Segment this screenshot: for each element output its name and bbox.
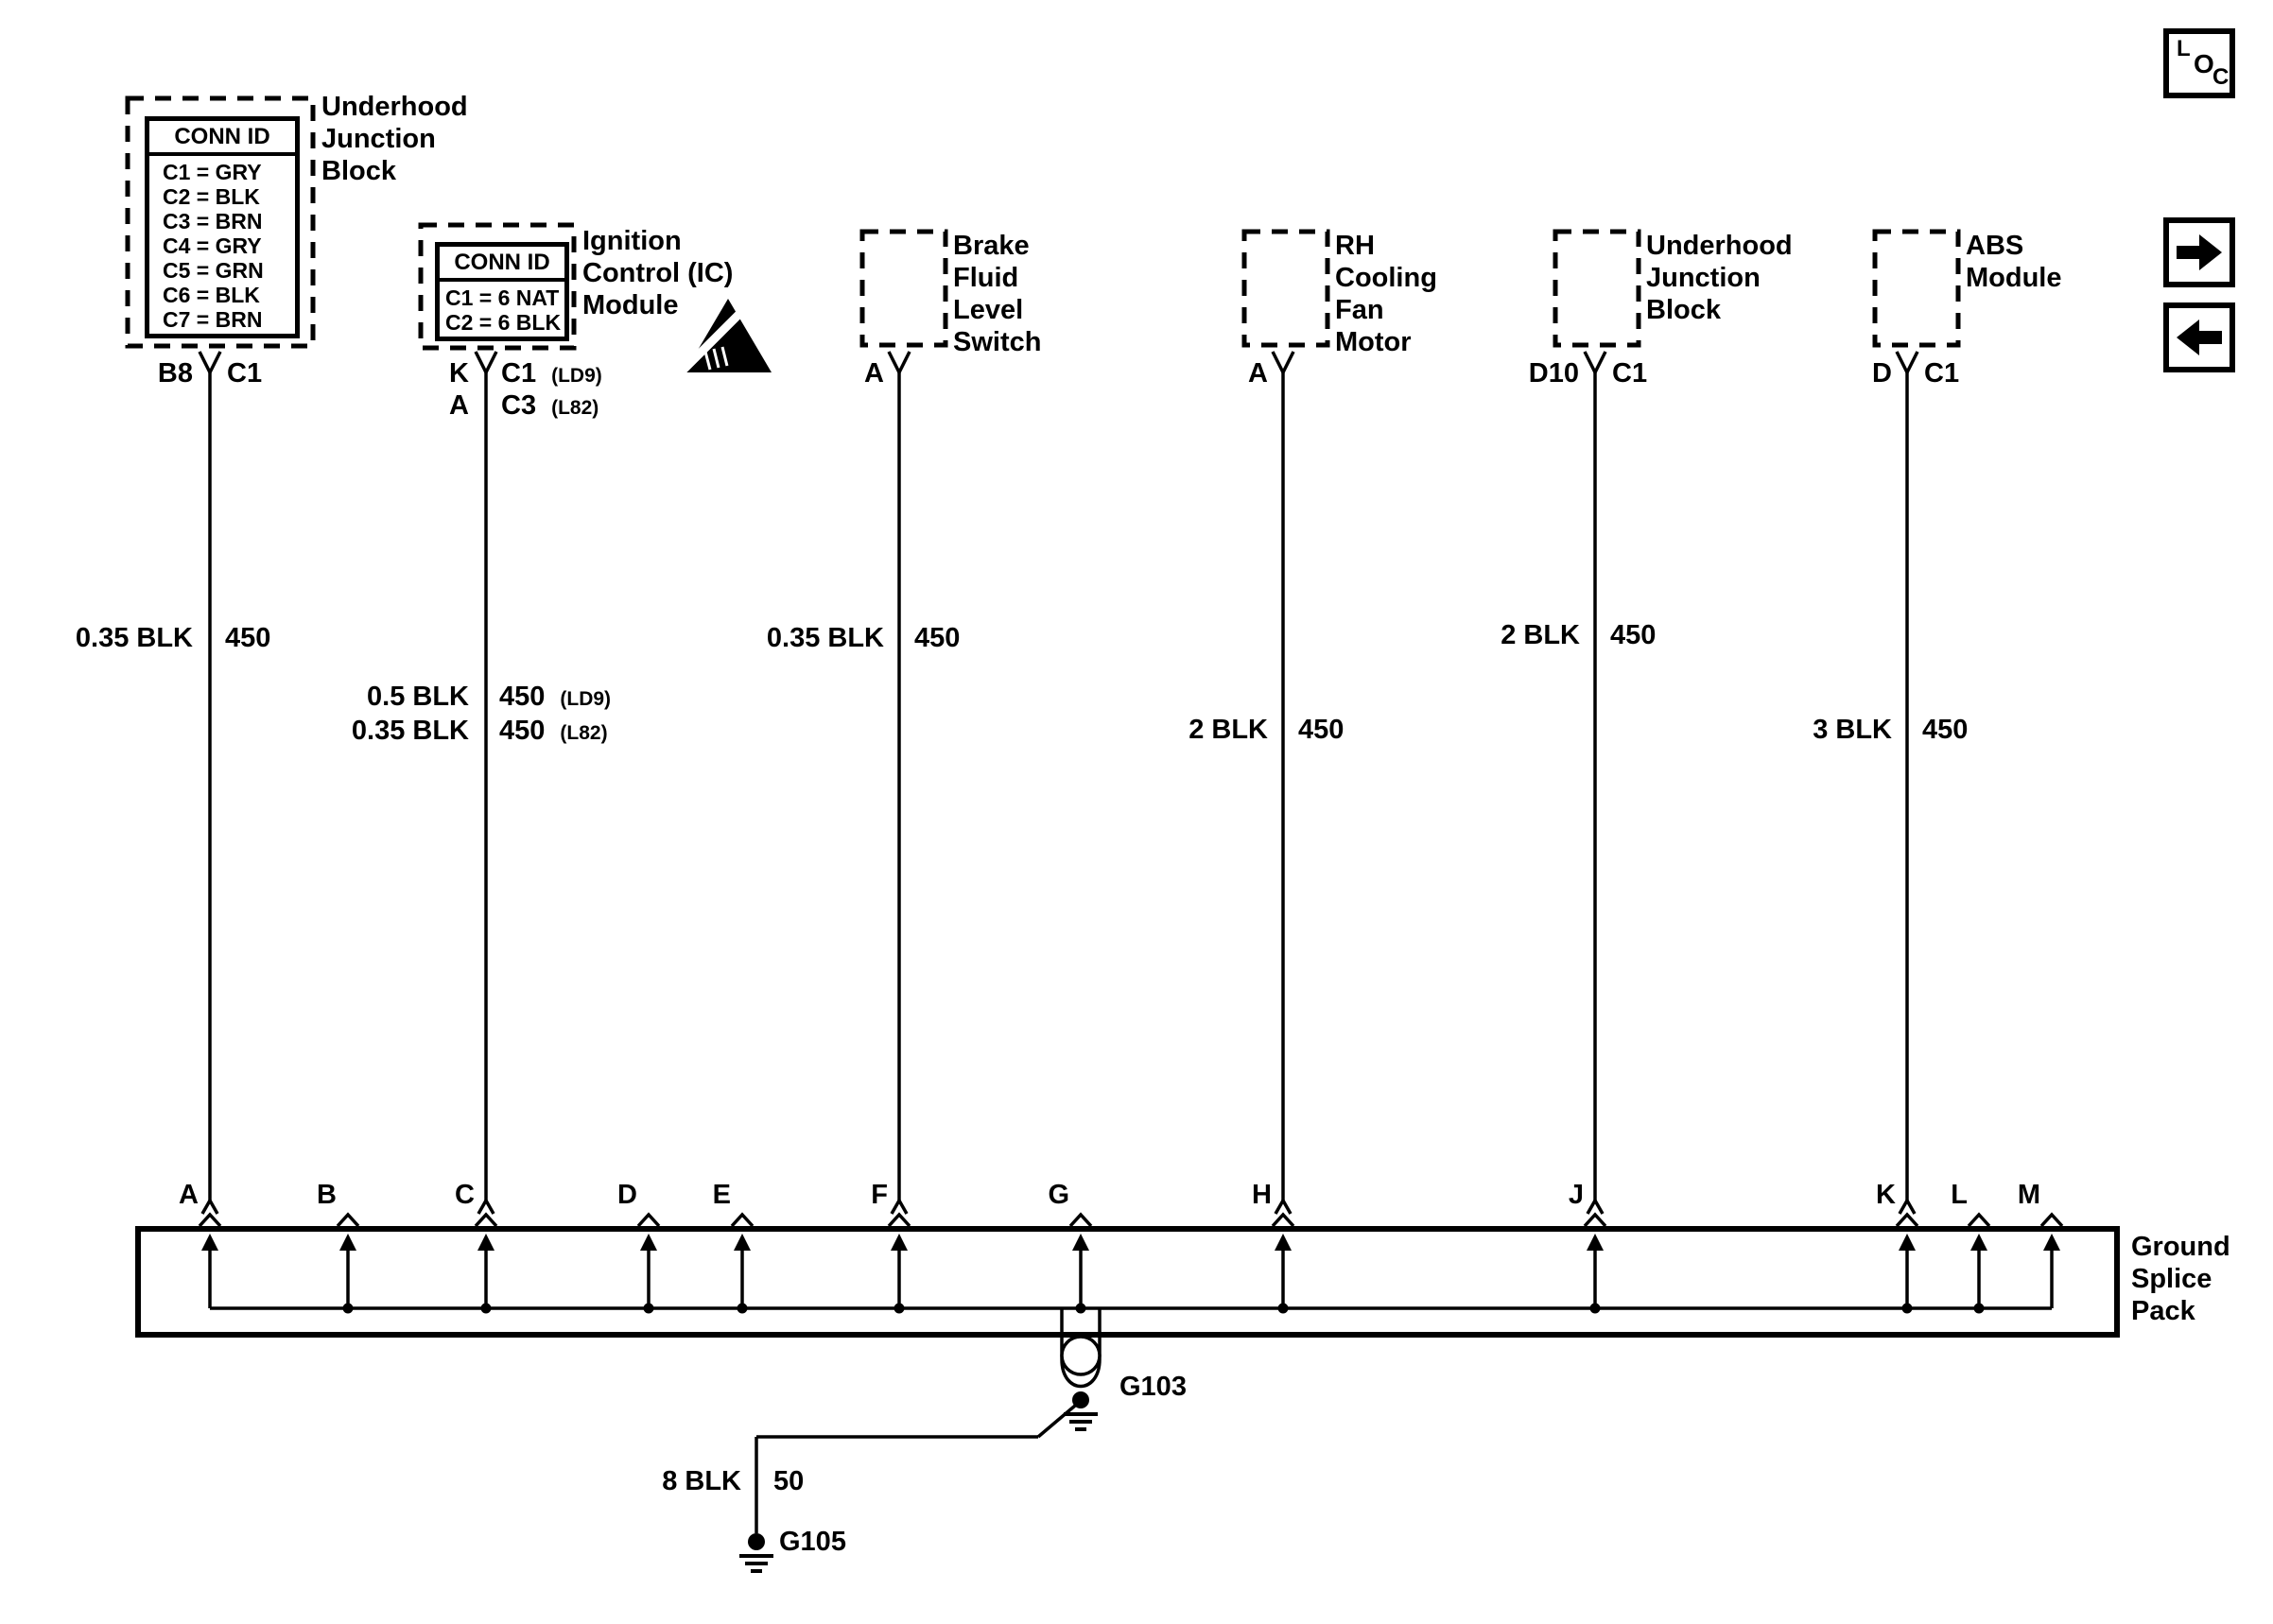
wire-f [889, 352, 910, 1214]
wires [200, 352, 1917, 1214]
ic-conn-id-table [435, 242, 569, 341]
ic-conn-ld9 [501, 357, 602, 392]
esd-warning-icon [675, 299, 772, 378]
ujb1-conn: C1 [227, 358, 263, 389]
wire-c-ld9-note: (LD9) [560, 688, 612, 710]
wire-h [1273, 352, 1293, 1214]
left-arrow-icon [2169, 308, 2230, 367]
ujb1-label-line: Underhood [321, 92, 468, 122]
wire-c-l82-gauge: 0.35 BLK [351, 716, 469, 746]
wire-c-ld9-gauge: 0.5 BLK [367, 682, 469, 712]
ujb1-pin: B8 [157, 358, 193, 389]
ic-conn-id-title: CONN ID [440, 247, 564, 282]
conn-id-row: C1 = GRY [163, 160, 262, 184]
terminal-letter-h: H [1252, 1180, 1272, 1210]
conn-id-row: C7 = BRN [163, 307, 263, 332]
ujb1-label-line: Block [321, 156, 396, 186]
splice-pack-label-line: Pack [2131, 1296, 2195, 1326]
ujb2-label-line: Block [1646, 295, 1721, 325]
brake-switch-label-line: Switch [953, 327, 1042, 357]
abs-label-line: ABS [1966, 231, 2024, 261]
ground-wire-circuit: 50 [773, 1466, 805, 1496]
g103-label: G103 [1119, 1372, 1187, 1402]
ic-conn-l82-id: C3 [501, 390, 537, 421]
terminal-letter-l: L [1951, 1180, 1968, 1210]
ground-splice-pack [138, 1229, 2117, 1335]
ic-label-line: Module [582, 290, 679, 320]
wire-c [476, 352, 496, 1214]
terminal-letter-f: F [871, 1180, 888, 1210]
abs-conn: C1 [1924, 358, 1960, 389]
rh-fan-pin: A [1248, 358, 1268, 389]
wire-c-l82-circuit-row [499, 715, 608, 750]
g105-label: G105 [779, 1527, 846, 1557]
ujb2-label-line: Junction [1646, 263, 1761, 293]
wire-f-gauge: 0.35 BLK [766, 623, 884, 653]
ic-conn-l82-note: (L82) [551, 397, 599, 419]
terminal-letter-k: K [1876, 1180, 1896, 1210]
ujb1-conn-id-title: CONN ID [149, 121, 295, 156]
splice-pack-label-line: Splice [2131, 1264, 2212, 1294]
wire-c-ld9-circuit: 450 [499, 682, 546, 712]
wire-c-l82-circuit: 450 [499, 716, 546, 746]
previous-page-button[interactable] [2163, 302, 2235, 372]
wire-f-circuit: 450 [914, 623, 961, 653]
ujb2-box [1555, 232, 1639, 345]
abs-pin: D [1872, 358, 1892, 389]
terminal-letter-g: G [1048, 1180, 1069, 1210]
wire-k [1897, 352, 1917, 1214]
ring-terminal-eyelet [1062, 1337, 1100, 1374]
terminal-letter-d: D [617, 1180, 637, 1210]
terminal-letter-j: J [1568, 1180, 1584, 1210]
wire-k-circuit: 450 [1922, 715, 1969, 745]
abs-box [1875, 232, 1958, 345]
conn-id-row: C6 = BLK [163, 283, 260, 307]
terminal-letter-e: E [712, 1180, 731, 1210]
ujb2-conn: C1 [1612, 358, 1648, 389]
abs-label-line: Module [1966, 263, 2062, 293]
wire-a [200, 352, 220, 1214]
ic-conn-ld9-note: (LD9) [551, 365, 602, 387]
ic-pin-l82: A [449, 390, 469, 421]
brake-switch-label-line: Level [953, 295, 1024, 325]
ic-conn-ld9-id: C1 [501, 358, 537, 389]
ujb2-label-line: Underhood [1646, 231, 1793, 261]
brake-switch-label-line: Fluid [953, 263, 1019, 293]
wire-h-gauge: 2 BLK [1189, 715, 1268, 745]
conn-id-row: C4 = GRY [163, 233, 262, 258]
right-arrow-icon [2169, 223, 2230, 282]
terminal-chevrons [200, 1215, 2062, 1226]
rh-fan-label-line: Cooling [1335, 263, 1437, 293]
conn-id-row: C1 = 6 NAT [445, 285, 560, 310]
splice-internal-stems [210, 1246, 2052, 1308]
splice-internal-arrowheads [201, 1234, 2060, 1251]
wire-h-circuit: 450 [1298, 715, 1345, 745]
rh-fan-label-line: Fan [1335, 295, 1384, 325]
ic-label-line: Ignition [582, 226, 682, 256]
conn-id-row: C5 = GRN [163, 258, 264, 283]
splice-pack-label-line: Ground [2131, 1232, 2230, 1262]
wire-j [1585, 352, 1605, 1214]
conn-id-row: C2 = 6 BLK [445, 310, 562, 335]
ic-label-line: Control (IC) [582, 258, 734, 288]
wire-k-gauge: 3 BLK [1813, 715, 1892, 745]
wire-c-l82-note: (L82) [560, 722, 608, 744]
terminal-letter-b: B [317, 1180, 337, 1210]
loc-letter-o: O [2194, 49, 2214, 78]
rh-fan-label-line: Motor [1335, 327, 1412, 357]
wire-j-circuit: 450 [1610, 620, 1657, 650]
terminal-letter-m: M [2017, 1180, 2040, 1210]
ujb1-label-line: Junction [321, 124, 436, 154]
conn-id-row: C3 = BRN [163, 209, 263, 233]
wire-a-gauge: 0.35 BLK [75, 623, 193, 653]
ujb2-pin: D10 [1528, 358, 1579, 389]
terminal-letter-c: C [455, 1180, 475, 1210]
brake-switch-pin: A [864, 358, 884, 389]
wire-j-gauge: 2 BLK [1501, 620, 1580, 650]
ic-pin-ld9: K [449, 358, 469, 389]
loc-letter-c: C [2212, 64, 2230, 90]
brake-switch-label-line: Brake [953, 231, 1030, 261]
brake-switch-box [862, 232, 946, 345]
loc-button[interactable] [2163, 28, 2235, 98]
rh-fan-box [1244, 232, 1327, 345]
loc-letter-l: L [2177, 36, 2191, 61]
wire-a-circuit: 450 [225, 623, 271, 653]
g105-ground-symbol [739, 1533, 773, 1571]
rh-fan-label-line: RH [1335, 231, 1375, 261]
wire-c-ld9-circuit-row [499, 681, 611, 716]
ujb1-conn-id-table [145, 116, 300, 338]
terminal-letter-a: A [179, 1180, 199, 1210]
ground-wire-gauge: 8 BLK [662, 1466, 741, 1496]
conn-id-row: C2 = BLK [163, 184, 260, 209]
next-page-button[interactable] [2163, 217, 2235, 287]
ic-conn-l82 [501, 389, 599, 424]
